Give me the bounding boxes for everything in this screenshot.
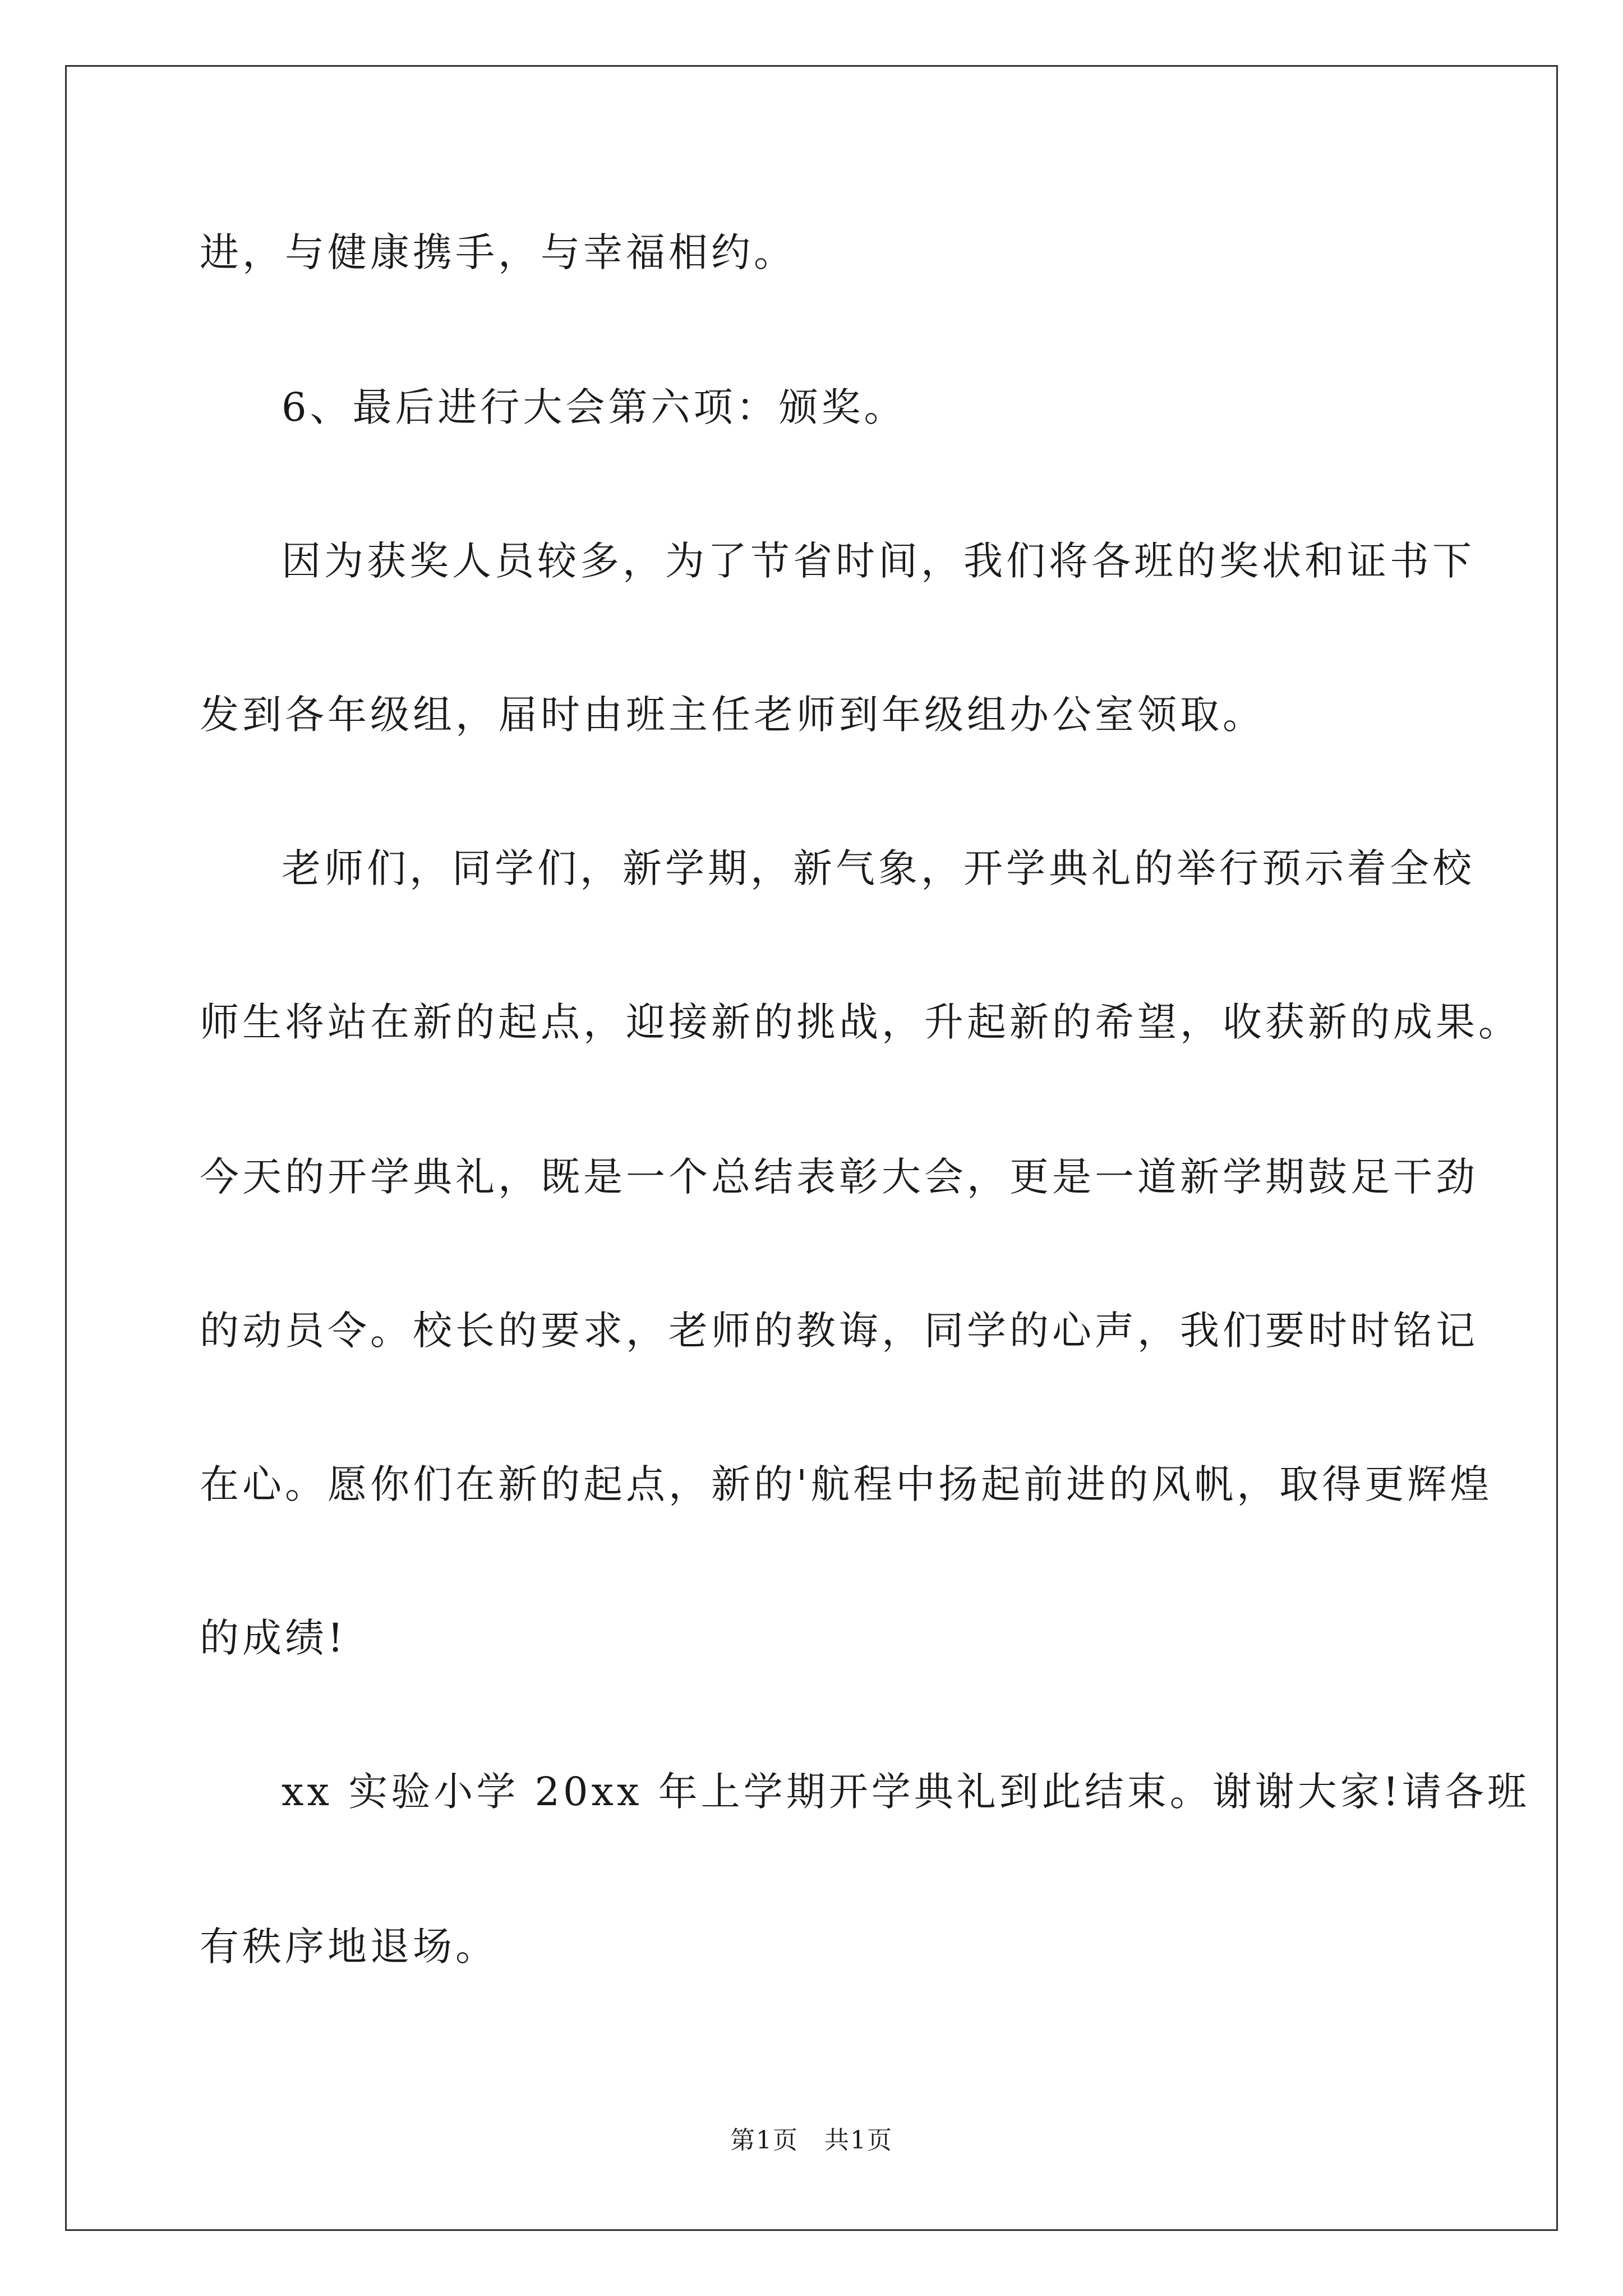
text-line: 有秩序地退场。	[200, 1924, 498, 1970]
text-line: 的成绩!	[200, 1615, 347, 1661]
text-line: 的动员令。校长的要求，老师的教诲，同学的心声，我们要时时铭记	[200, 1308, 1478, 1354]
text-line: 因为获奖人员较多，为了节省时间，我们将各班的奖状和证书下	[282, 538, 1475, 584]
text-line: 在心。愿你们在新的起点，新的'航程中扬起前进的风帆，取得更辉煌	[200, 1461, 1493, 1507]
text-line: 师生将站在新的起点，迎接新的挑战，升起新的希望，收获新的成果。	[200, 999, 1521, 1045]
page-footer: 第1页 共1页	[730, 2126, 893, 2155]
text-line: 老师们，同学们，新学期，新气象，开学典礼的举行预示着全校	[282, 845, 1475, 891]
text-line: 今天的开学典礼，既是一个总结表彰大会，更是一道新学期鼓足干劲	[200, 1154, 1478, 1200]
text-line: xx 实验小学 20xx 年上学期开学典礼到此结束。谢谢大家!请各班	[282, 1769, 1530, 1815]
text-line: 进，与健康携手，与幸福相约。	[200, 229, 796, 275]
text-line: 发到各年级组，届时由班主任老师到年级组办公室领取。	[200, 692, 1265, 738]
text-line: 6、最后进行大会第六项：颁奖。	[282, 384, 907, 430]
